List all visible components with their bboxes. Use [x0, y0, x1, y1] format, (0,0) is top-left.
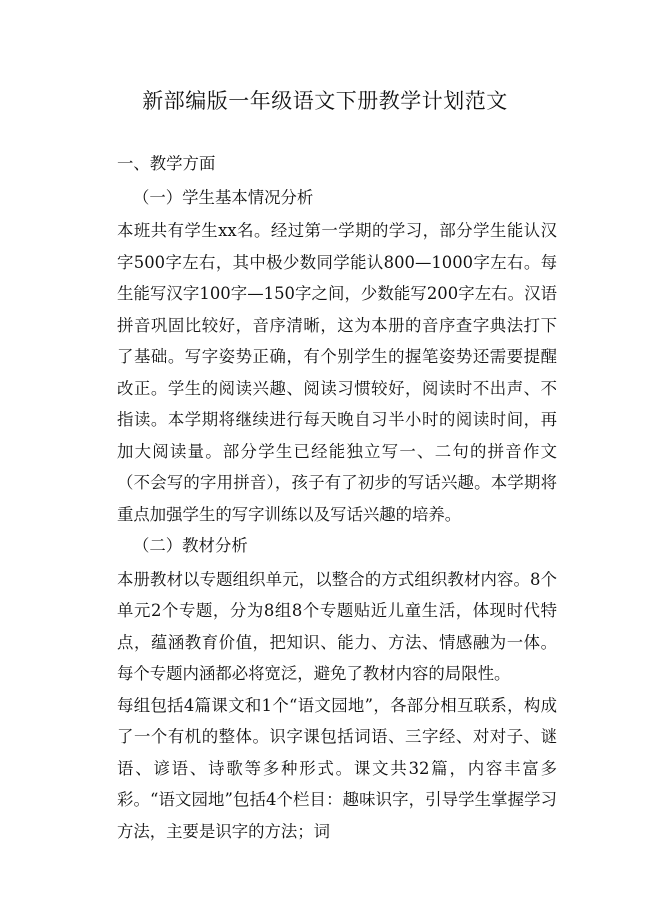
document-title: 新部编版一年级语文下册教学计划范文: [142, 89, 508, 113]
paragraph: 本班共有学生xx名。经过第一学期的学习，部分学生能认汉字500字左右，其中极少数同学能认800—1000字左右。每生能写汉字100字—150字之间，少数能写200字左右。汉语拼音巩固比较好，音序清晰，这为本册的音序查字典法打下了基础。写字姿势正确，有个别学生的握笔姿势还需要提醒改正。学生的阅读兴趣、阅读习惯较好，阅读时不出声、不指读。本学期将继续进行每天晚自习半小时的阅读时间，再加大阅读量。部分学生已经能独立写一、二句的拼音作文（不会写的字用拼音），孩子有了初步的写话兴趣。本学期将重点加强学生的写字训练以及写话兴趣的培养。: [117, 221, 557, 524]
subsection-heading: （一）学生基本情况分析: [133, 187, 314, 207]
section-heading: 一、教学方面: [117, 154, 216, 173]
paragraph: 每组包括4篇课文和1个“语文园地”，各部分相互联系，构成了一个有机的整体。识字课包括词语、三字经、对对子、谜语、谚语、诗歌等多种形式。课文共32篇，内容丰富多彩。“语文园地”包括4个栏目：趣味识字，引导学生掌握学习方法，主要是识字的方法；词: [117, 695, 557, 841]
subsection-heading: （二）教材分析: [133, 536, 248, 555]
document-body: [117, 148, 557, 847]
paragraph: 本册教材以专题组织单元，以整合的方式组织教材内容。8个单元2个专题，分为8组8个专题贴近儿童生活，体现时代特点，蕴涵教育价值，把知识、能力、方法、情感融为一体。每个专题内涵都必将宽泛，避免了教材内容的局限性。: [117, 569, 557, 683]
